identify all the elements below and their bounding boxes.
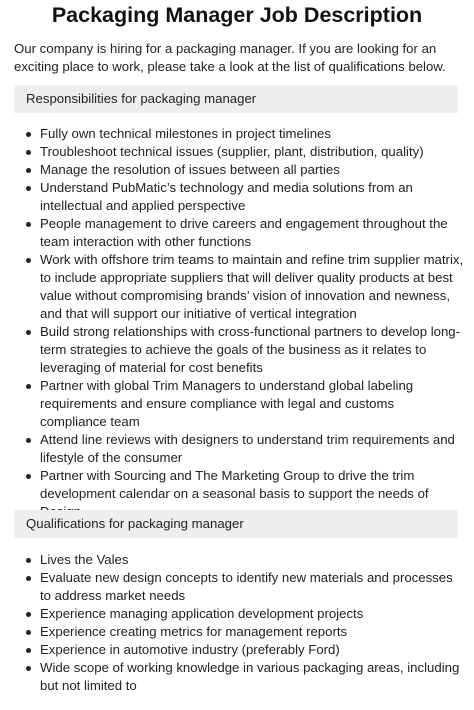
list-item: Fully own technical milestones in project timelines: [24, 125, 464, 143]
list-item: Troubleshoot technical issues (supplier, plant, distribution, quality): [24, 143, 464, 161]
list-item: Experience managing application development projects: [24, 605, 464, 623]
list-item: Partner with global Trim Managers to understand global labeling requirements and ensure compliance with legal and customs compliance team: [24, 377, 464, 431]
list-item: Work with offshore trim teams to maintain and refine trim supplier matrix, to include appropriate suppliers that will deliver quality products at best value without compromising brands’ vision of innovation and newness, and that will support our initiative of vertical integration: [24, 251, 464, 323]
qualifications-header: Qualifications for packaging manager: [14, 510, 458, 538]
list-item: Partner with Sourcing and The Marketing Group to drive the trim development calendar on a seasonal basis to support the needs of: [24, 467, 464, 521]
list-item: Understand PubMatic’s technology and media solutions from an intellectual and applied perspective: [24, 179, 464, 215]
responsibilities-header: Responsibilities for packaging manager: [14, 85, 458, 113]
list-item: Wide scope of working knowledge in various packaging areas, including but not limited to: [24, 659, 464, 695]
intro-paragraph: Our company is hiring for a packaging manager. If you are looking for an exciting place to work, please take a look at the list of qualifications below.: [14, 41, 446, 74]
list-item: Manage the resolution of issues between all parties: [24, 161, 464, 179]
page-title: Packaging Manager Job Description: [51, 3, 423, 27]
list-item: People management to drive careers and engagement throughout the team interaction with other functions: [24, 215, 464, 251]
qualifications-list: [24, 551, 464, 695]
list-item: Attend line reviews with designers to understand trim requirements and lifestyle of the consumer: [24, 431, 464, 467]
list-item: Experience creating metrics for management reports: [24, 623, 464, 641]
responsibilities-list: [24, 125, 464, 521]
list-item: Experience in automotive industry (preferably Ford): [24, 641, 464, 659]
list-item: Build strong relationships with cross-functional partners to develop long-term strategies to achieve the goals of the business as it relates to leveraging of material for cost benefits: [24, 323, 464, 377]
list-item: Lives the Vales: [24, 551, 464, 569]
list-item: Evaluate new design concepts to identify new materials and processes to address market needs: [24, 569, 464, 605]
